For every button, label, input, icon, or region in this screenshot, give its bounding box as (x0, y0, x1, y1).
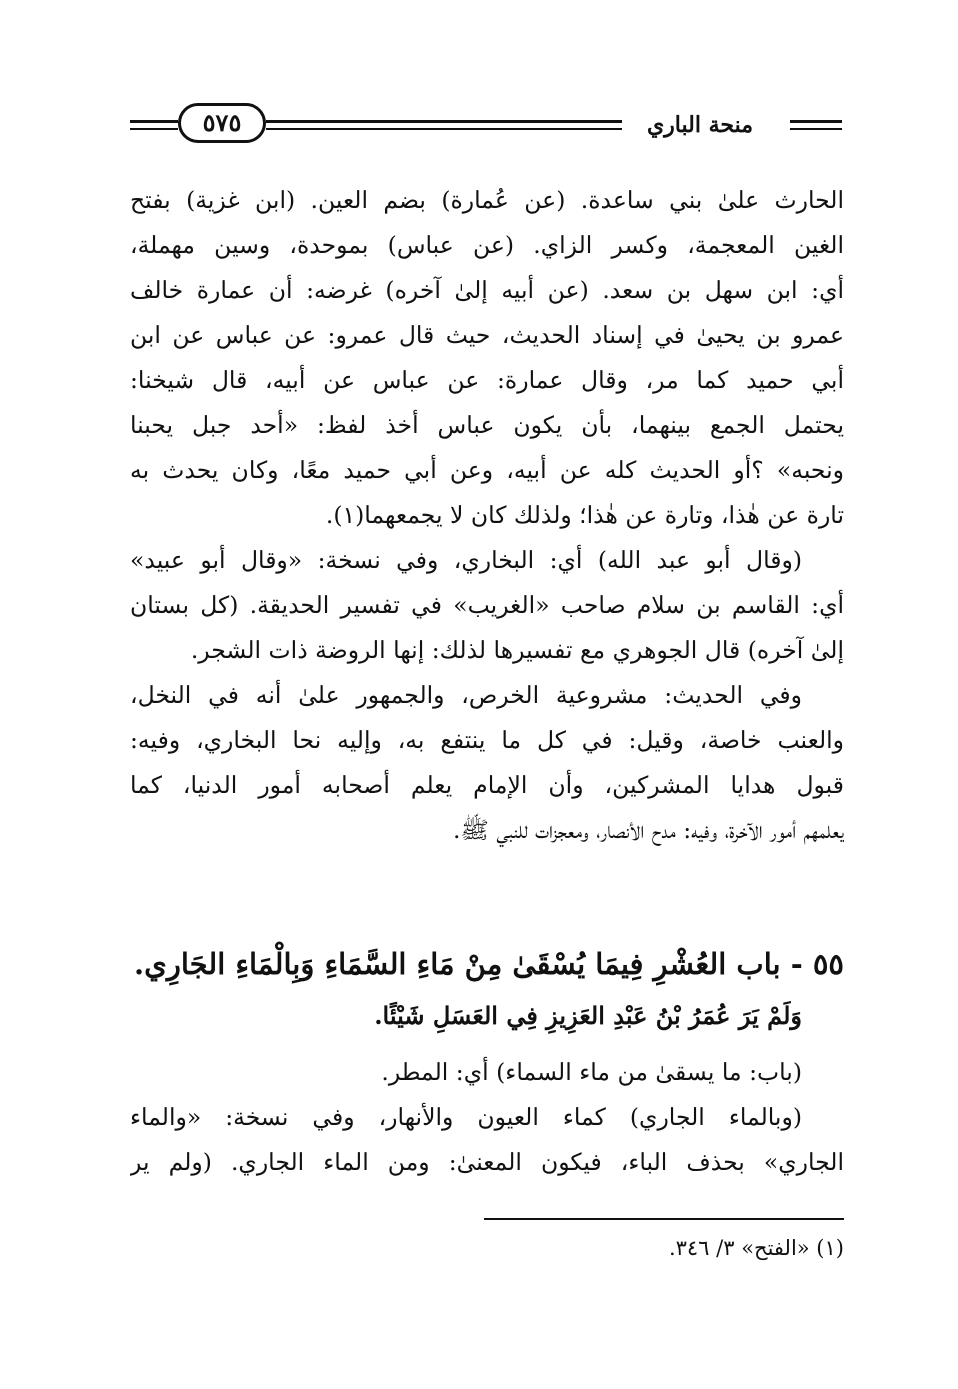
body-line: إلىٰ آخره) قال الجوهري مع تفسيرها لذلك: إنها الروضة ذات الشجر. (190, 636, 844, 664)
header-rule-left-top (130, 120, 178, 123)
footnote-rule (484, 1218, 844, 1220)
body-line: الحارث علىٰ بني ساعدة. (عن عُمارة) بضم العين. (ابن غزية) بفتح (130, 186, 844, 214)
body-line: يعلمهم أمور الآخرة، وفيه: مدح الأنصار، ومعجزات للنبي ﷺ. (453, 816, 844, 844)
header-rule-middle-bottom (266, 128, 622, 130)
header-rule-right-top (790, 120, 842, 123)
body-text-continued (130, 1050, 844, 1185)
body-line: ونحبه» ؟أو الحديث كله عن أبيه، وعن أبي حميد معًا، وكان يحدث به (130, 456, 844, 484)
body-line: الغين المعجمة، وكسر الزاي. (عن عباس) بموحدة، وسين مهملة، (130, 231, 844, 259)
body-line: (وبالماء الجاري) كماء العيون والأنهار، وفي نسخة: «والماء (130, 1103, 802, 1131)
chapter-subtitle: وَلَمْ يَرَ عُمَرُ بْنُ عَبْدِ العَزِيزِ فِي العَسَلِ شَيْئًا. (374, 1001, 802, 1030)
body-line: تارة عن هٰذا، وتارة عن هٰذا؛ ولذلك كان لا يجمعهما(١). (325, 501, 844, 529)
body-line: وفي الحديث: مشروعية الخرص، والجمهور علىٰ أنه في النخل، (130, 681, 802, 709)
header-rule-left-bottom (130, 128, 178, 130)
page-number-badge: ٥٧٥ (178, 103, 266, 143)
chapter-heading (130, 936, 844, 1040)
body-text (130, 178, 844, 853)
body-line: (باب: ما يسقىٰ من ماء السماء) أي: المطر. (381, 1058, 802, 1086)
body-line: والعنب خاصة، وقيل: في كل ما ينتفع به، وإليه نحا البخاري، وفيه: (130, 726, 844, 754)
body-line: قبول هدايا المشركين، وأن الإمام يعلم أصحابه أمور الدنيا، كما (130, 771, 844, 799)
body-line: أي: ابن سهل بن سعد. (عن أبيه إلىٰ آخره) غرضه: أن عمارة خالف (130, 276, 844, 304)
chapter-title: ٥٥ - باب العُشْرِ فِيمَا يُسْقَىٰ مِنْ مَاءِ السَّمَاءِ وَبِالْمَاءِ الجَارِي. (134, 947, 844, 981)
body-line: يحتمل الجمع بينهما، بأن يكون عباس أخذ لفظ: «أحد جبل يحبنا (130, 411, 844, 439)
body-line: أبي حميد كما مر، وقال عمارة: عن عباس عن أبيه، قال شيخنا: (130, 366, 844, 394)
body-line: أي: القاسم بن سلام صاحب «الغريب» في تفسير الحديقة. (كل بستان (130, 591, 844, 619)
body-line: (وقال أبو عبد الله) أي: البخاري، وفي نسخة: «وقال أبو عبيد» (130, 546, 802, 574)
body-line: عمرو بن يحيىٰ في إسناد الحديث، حيث قال عمرو: عن عباس عن ابن (130, 321, 844, 349)
header-rule-right-bottom (790, 128, 842, 130)
header-rule-middle-top (266, 120, 622, 123)
running-title: منحة الباري (646, 112, 754, 138)
footnote: (١) «الفتح» ٣/ ٣٤٦. (668, 1236, 844, 1260)
body-line: الجاري» بحذف الباء، فيكون المعنىٰ: ومن الماء الجاري. (ولم ير (130, 1148, 844, 1176)
